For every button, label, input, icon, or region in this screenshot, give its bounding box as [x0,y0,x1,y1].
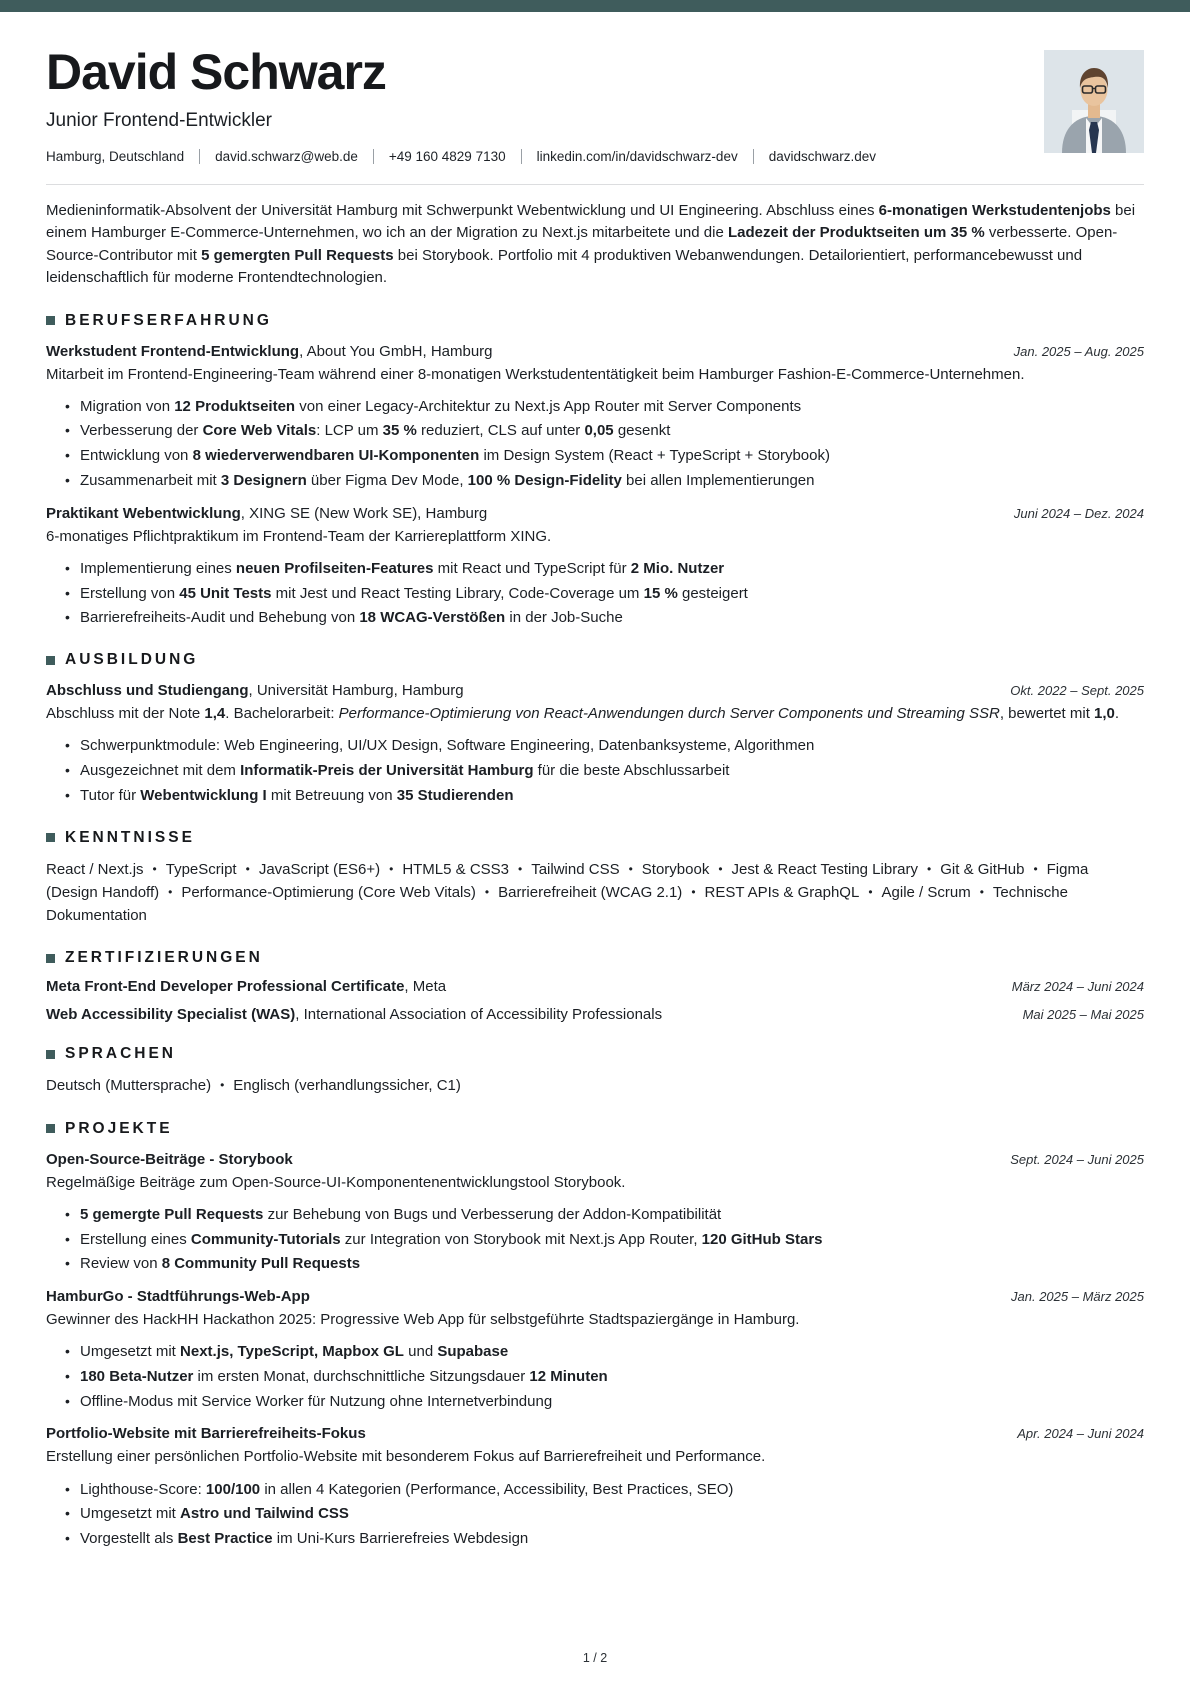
certification-entry [46,978,1144,995]
bullet-item: • Vorgestellt als Best Practice im Uni-Kurs Barrierefreies Webdesign [80,1528,1144,1550]
section-certifications [46,949,1144,1023]
contact-website[interactable]: davidschwarz.dev [768,148,877,164]
page-footer [0,1649,1190,1667]
entry-date: Okt. 2022 – Sept. 2025 [1010,683,1144,699]
entry-title-line [46,682,464,699]
entry-description: Gewinner des HackHH Hackathon 2025: Progressive Web App für selbstgeführte Stadtspaziergänge in Hamburg. [46,1311,800,1328]
section-heading-projects [46,1120,1144,1138]
entry-title: Abschluss und Studiengang [46,682,249,700]
entry-description: Abschluss mit der Note 1,4. Bachelorarbeit: Performance-Optimierung von React-Anwendungen durch Server Components und Streaming SSR, bewertet mit 1,0. [46,705,1120,723]
bullet-item: • Barrierefreiheits-Audit und Behebung von 18 WCAG-Verstößen in der Job-Suche [80,607,1144,629]
entry-title-line [46,1425,366,1442]
entry-title-line [46,1151,293,1168]
top-accent-bar [0,0,1190,12]
project-entry [46,1151,1144,1275]
entry-title-line [46,505,487,522]
section-heading-experience [46,312,1144,330]
entry-date: Apr. 2024 – Juni 2024 [1017,1426,1144,1442]
education-entry [46,682,1144,806]
section-marker-icon [46,954,55,963]
summary-paragraph: Medieninformatik-Absolvent der Universität Hamburg mit Schwerpunkt Webentwicklung und UI Engineering. Abschluss eines 6-monatigen Werkstudentenjobs bei einem Hamburger E-Commerce-Unternehmen, wo ich an der Migration zu Next.js mitarbeitete und die Ladezeit der Produktseiten um 35 % verbesserte. Open-Source-Contributor mit 5 gemergten Pull Requests bei Storybook. Portfolio mit 4 produktiven Webanwendungen. Detailorientiert, performancebewusst und leidenschaftlich für moderne Frontendtechnologien. [46,201,1136,286]
bullet-item: • Verbesserung der Core Web Vitals: LCP um 35 % reduziert, CLS auf unter 0,05 gesenkt [80,420,1144,442]
entry-date: Mai 2025 – Mai 2025 [1022,1007,1144,1023]
entry-bullets [46,1341,1144,1412]
section-heading-skills [46,829,1144,847]
section-title: BERUFSERFAHRUNG [65,311,272,329]
entry-date: Jan. 2025 – Aug. 2025 [1013,343,1144,359]
skills-list: React / Next.js • TypeScript • JavaScript (ES6+) • HTML5 & CSS3 • Tailwind CSS • Storybook • Jest & React Testing Library • Git & GitHub • Figma (Design Handoff) • Performance-Optimierung (Core Web Vitals) • Barrierefreiheit (WCAG 2.1) • REST APIs & GraphQL • Agile / Scrum • Technische Dokumentation [46,860,1089,925]
section-marker-icon [46,1050,55,1059]
page-number: 1 / 2 [582,1651,608,1665]
entry-date: Juni 2024 – Dez. 2024 [1013,505,1144,521]
entry-title: Portfolio-Website mit Barrierefreiheits-Fokus [46,1425,366,1443]
section-title: AUSBILDUNG [65,651,199,669]
entry-description: 6-monatiges Pflichtpraktikum im Frontend-Team der Karriereplattform XING. [46,527,552,545]
entry-title: Web Accessibility Specialist (WAS) [46,1006,296,1024]
entry-title-line [46,978,446,995]
entry-bullets [46,735,1144,806]
section-title: KENNTNISSE [65,828,195,846]
project-entry [46,1425,1144,1549]
entry-title-line [46,1006,662,1023]
section-heading-education [46,651,1144,669]
contact-row [46,149,876,164]
entry-description: Regelmäßige Beiträge zum Open-Source-UI-Komponentenentwicklungstool Storybook. [46,1173,626,1191]
entry-date: März 2024 – Juni 2024 [1011,979,1144,995]
languages-list: Deutsch (Muttersprache) • Englisch (verhandlungssicher, C1) [46,1077,461,1095]
contact-linkedin[interactable]: linkedin.com/in/davidschwarz-dev [536,148,738,164]
bullet-item: • Erstellung von 45 Unit Tests mit Jest und React Testing Library, Code-Coverage um 15 % gesteigert [80,583,1144,605]
section-marker-icon [46,316,55,325]
entry-bullets [46,396,1144,492]
header-text [46,46,876,164]
section-marker-icon [46,833,55,842]
entry-title: Meta Front-End Developer Professional Certificate [46,978,405,996]
profile-photo-illustration [1044,50,1144,153]
bullet-item: • Offline-Modus mit Service Worker für Nutzung ohne Internetverbindung [80,1391,1144,1413]
contact-divider [753,149,754,164]
bullet-item: • 180 Beta-Nutzer im ersten Monat, durchschnittliche Sitzungsdauer 12 Minuten [80,1366,1144,1388]
section-title: ZERTIFIZIERUNGEN [65,949,263,967]
bullet-item: • Implementierung eines neuen Profilseiten-Features mit React und TypeScript für 2 Mio. Nutzer [80,558,1144,580]
header [46,46,1144,164]
contact-email[interactable]: david.schwarz@web.de [215,148,358,164]
bullet-item: • Review von 8 Community Pull Requests [80,1253,1144,1275]
section-heading-languages [46,1045,1144,1063]
experience-entry [46,343,1144,492]
section-marker-icon [46,1124,55,1133]
bullet-item: • 5 gemergte Pull Requests zur Behebung von Bugs und Verbesserung der Addon-Kompatibilität [80,1204,1144,1226]
person-name: David Schwarz [46,44,386,100]
bullet-item: • Umgesetzt mit Astro und Tailwind CSS [80,1503,1144,1525]
bullet-item: • Migration von 12 Produktseiten von einer Legacy-Architektur zu Next.js App Router mit Server Components [80,396,1144,418]
section-skills [46,829,1144,928]
entry-subtitle: , About You GmbH, Hamburg [299,342,493,360]
project-entry [46,1288,1144,1412]
section-projects [46,1120,1144,1550]
section-heading-certifications [46,949,1144,967]
entry-bullets [46,1204,1144,1275]
header-divider [46,184,1144,185]
section-experience [46,312,1144,630]
section-education [46,651,1144,806]
bullet-item: • Entwicklung von 8 wiederverwendbaren UI-Komponenten im Design System (React + TypeScript + Storybook) [80,445,1144,467]
contact-phone[interactable]: +49 160 4829 7130 [388,148,506,164]
entry-date: Jan. 2025 – März 2025 [1011,1289,1144,1304]
entry-description: Mitarbeit im Frontend-Engineering-Team während einer 8-monatigen Werkstudententätigkeit beim Hamburger Fashion-E-Commerce-Unternehmen. [46,365,1025,383]
entry-title-line [46,1288,310,1305]
job-title: Junior Frontend-Entwickler [46,109,272,131]
bullet-item: • Zusammenarbeit mit 3 Designern über Figma Dev Mode, 100 % Design-Fidelity bei allen Implementierungen [80,470,1144,492]
bullet-item: • Tutor für Webentwicklung I mit Betreuung von 35 Studierenden [80,785,1144,807]
entry-title: Open-Source-Beiträge - Storybook [46,1150,293,1168]
certification-entry [46,1006,1144,1023]
experience-entry [46,505,1144,629]
section-marker-icon [46,656,55,665]
profile-photo [1044,50,1144,153]
bullet-item: • Lighthouse-Score: 100/100 in allen 4 Kategorien (Performance, Accessibility, Best Practices, SEO) [80,1479,1144,1501]
entry-title: Praktikant Webentwicklung [46,504,241,522]
entry-bullets [46,558,1144,629]
entry-subtitle: , International Association of Accessibility Professionals [295,1006,663,1024]
bullet-item: • Ausgezeichnet mit dem Informatik-Preis der Universität Hamburg für die beste Abschlussarbeit [80,760,1144,782]
entry-bullets [46,1479,1144,1550]
contact-divider [521,149,522,164]
section-title: SPRACHEN [65,1045,176,1063]
entry-subtitle: , Meta [404,978,447,996]
entry-subtitle: , XING SE (New Work SE), Hamburg [240,504,488,522]
section-title: PROJEKTE [65,1119,173,1137]
entry-subtitle: , Universität Hamburg, Hamburg [248,682,464,700]
bullet-item: • Erstellung eines Community-Tutorials zur Integration von Storybook mit Next.js App Router, 120 GitHub Stars [80,1229,1144,1251]
entry-title-line [46,343,493,360]
entry-date: Sept. 2024 – Juni 2025 [1010,1151,1144,1167]
entry-description: Erstellung einer persönlichen Portfolio-Website mit besonderem Fokus auf Barrierefreiheit und Performance. [46,1448,766,1466]
section-languages [46,1045,1144,1097]
entry-title: Werkstudent Frontend-Entwicklung [46,342,300,360]
contact-divider [199,149,200,164]
entry-title: HamburGo - Stadtführungs-Web-App [46,1288,310,1305]
bullet-item: • Umgesetzt mit Next.js, TypeScript, Mapbox GL und Supabase [80,1341,1144,1363]
contact-location: Hamburg, Deutschland [46,148,185,164]
contact-divider [373,149,374,164]
bullet-item: • Schwerpunktmodule: Web Engineering, UI/UX Design, Software Engineering, Datenbanksysteme, Algorithmen [80,735,1144,757]
